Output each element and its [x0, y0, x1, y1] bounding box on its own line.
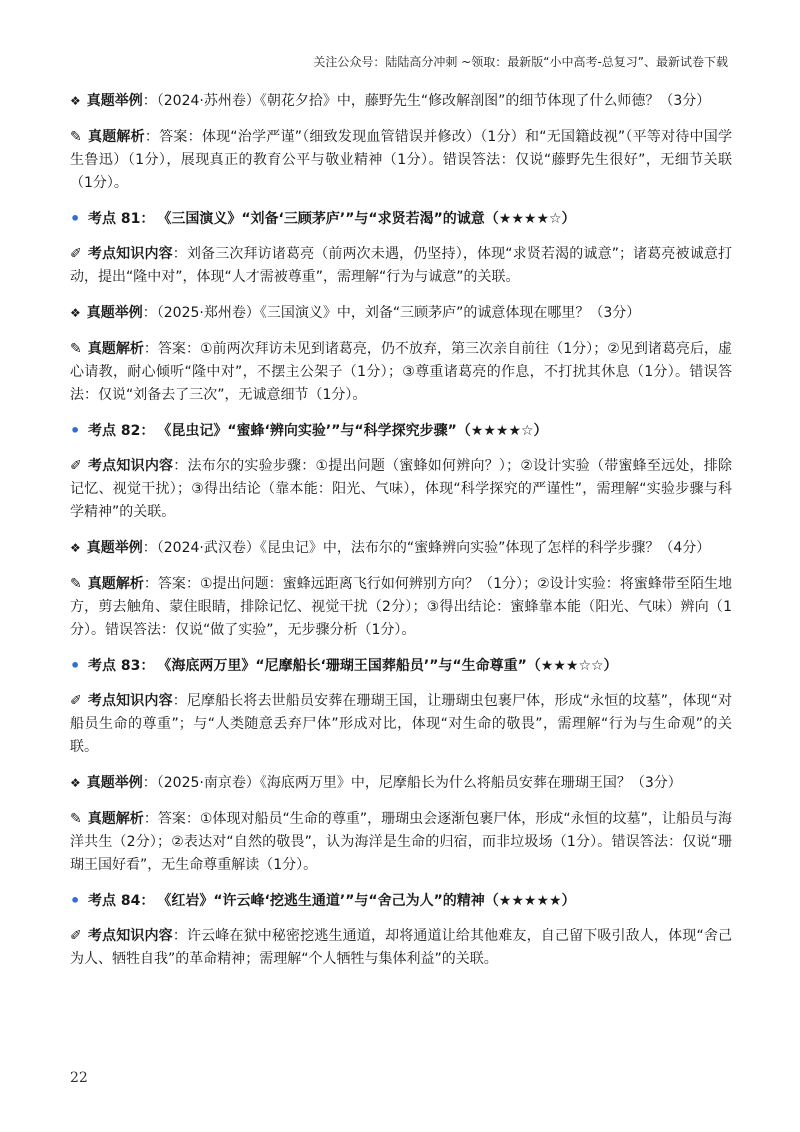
knowledge-text: ：刘备三次拜访诸葛亮（前两次未遇，仍坚持），体现“求贤若渴的诚意”；诸葛亮被诚意打动，提出“隆中对”，体现“人才需被尊重”，需理解“行为与诚意”的关联。 [70, 246, 732, 285]
knowledge-paragraph [70, 690, 732, 759]
section-heading-82 [70, 420, 732, 442]
analysis-label: 真题解析 [87, 811, 144, 827]
example-label: 真题举例 [86, 93, 143, 109]
example-text: ：（2024·武汉卷）《昆虫记》中，法布尔的“蜜蜂辨向实验”体现了怎样的科学步骤？（4分） [142, 540, 711, 556]
analysis-label: 真题解析 [87, 129, 145, 145]
pencil-icon: ✎ [70, 341, 82, 357]
example-paragraph [70, 772, 732, 795]
analysis-text: ：答案：①提出问题：蜜蜂远距离飞行如何辨别方向？（1分）；②设计实验：将蜜蜂带至陌生地方，剪去触角、蒙住眼睛，排除记忆、视觉干扰（2分）；③得出结论：蜜蜂靠本能（阳光、气味）辨向（1分）。错误答法：仅说“做了实验”，无步骤分析（1分）。 [70, 576, 732, 638]
example-text: ：（2025·南京卷）《海底两万里》中，尼摩船长为什么将船员安葬在珊瑚王国？（3分） [142, 775, 682, 791]
bullet-icon: • [70, 421, 81, 440]
page-header: 关注公众号：陆陆高分冲刺 ~领取：最新版“小中高考-总复习”、最新试卷下载 [313, 55, 728, 69]
example-label: 真题举例 [86, 305, 143, 321]
heading-number: 考点 83： [88, 658, 155, 674]
analysis-text: ：答案：①前两次拜访未见到诸葛亮，仍不放弃，第三次亲自前往（1分）；②见到诸葛亮后，虚心请教，耐心倾听“隆中对”，不摆主公架子（1分）；③尊重诸葛亮的作息，不打扰其休息（1分）。错误答法：仅说“刘备去了三次”，无诚意细节（1分）。 [70, 341, 732, 403]
heading-title: 《海底两万里》“尼摩船长‘珊瑚王国葬船员’”与“生命尊重”（★★★☆☆） [164, 658, 618, 674]
example-label: 真题举例 [86, 775, 143, 791]
pencil-alt-icon: ✐ [70, 246, 82, 262]
knowledge-text: ：许云峰在狱中秘密挖逃生通道，却将通道让给其他难友，自己留下吸引敌人，体现“舍己为人、牺牲自我”的革命精神；需理解“个人牺牲与集体利益”的关联。 [70, 928, 732, 967]
diamond-icon: ❖ [70, 94, 81, 108]
heading-number: 考点 81： [88, 211, 155, 227]
example-paragraph [70, 90, 732, 113]
section-heading-81 [70, 208, 732, 230]
knowledge-text: ：法布尔的实验步骤：①提出问题（蜜蜂如何辨向？）；②设计实验（带蜜蜂至远处，排除记忆、视觉干扰）；③得出结论（靠本能：阳光、气味），体现“科学探究的严谨性”，需理解“实验步骤与科学精神”的关联。 [70, 458, 732, 520]
diamond-icon: ❖ [70, 306, 81, 320]
analysis-paragraph [70, 338, 732, 407]
diamond-icon: ❖ [70, 541, 81, 555]
pencil-icon: ✎ [70, 576, 82, 592]
knowledge-label: 考点知识内容 [87, 693, 173, 709]
analysis-text: ：答案：体现“治学严谨”（细致发现血管错误并修改）（1分）和“无国籍歧视”（平等对待中国学生鲁迅）（1分），展现真正的教育公平与敬业精神（1分）。错误答法：仅说“藤野先生很好”，无细节关联（1分）。 [70, 129, 733, 191]
example-paragraph [70, 302, 732, 325]
heading-number: 考点 84： [88, 893, 155, 909]
page-number: 22 [70, 1070, 88, 1086]
section-heading-84 [70, 890, 732, 912]
knowledge-paragraph [70, 925, 732, 971]
bullet-icon: • [70, 656, 81, 675]
example-text: ：（2025·郑州卷）《三国演义》中，刘备“三顾茅庐”的诚意体现在哪里？（3分） [142, 305, 641, 321]
example-paragraph [70, 537, 732, 560]
knowledge-paragraph [70, 455, 732, 524]
analysis-paragraph [70, 573, 732, 642]
analysis-label: 真题解析 [87, 341, 144, 357]
analysis-paragraph [70, 808, 732, 877]
pencil-alt-icon: ✐ [70, 928, 82, 944]
bullet-icon: • [70, 209, 81, 228]
diamond-icon: ❖ [70, 776, 81, 790]
section-heading-83 [70, 655, 732, 677]
knowledge-label: 考点知识内容 [87, 458, 174, 474]
example-label: 真题举例 [86, 540, 143, 556]
knowledge-label: 考点知识内容 [87, 928, 173, 944]
heading-title: 《三国演义》“刘备‘三顾茅庐’”与“求贤若渴”的诚意（★★★★☆） [164, 211, 576, 227]
knowledge-label: 考点知识内容 [87, 246, 173, 262]
heading-title: 《昆虫记》“蜜蜂‘辨向实验’”与“科学探究步骤”（★★★★☆） [164, 423, 548, 439]
knowledge-paragraph [70, 243, 732, 289]
pencil-alt-icon: ✐ [70, 458, 82, 474]
analysis-paragraph [70, 126, 732, 195]
heading-title: 《红岩》“许云峰‘挖逃生通道’”与“舍己为人”的精神（★★★★★） [164, 893, 576, 909]
page-content [70, 90, 732, 984]
bullet-icon: • [70, 891, 81, 910]
knowledge-text: ：尼摩船长将去世船员安葬在珊瑚王国，让珊瑚虫包裹尸体，形成“永恒的坟墓”，体现“对船员生命的尊重”；与“人类随意丢弃尸体”形成对比，体现“对生命的敬畏”，需理解“行为与生命观”的关联。 [70, 693, 732, 755]
heading-number: 考点 82： [88, 423, 155, 439]
analysis-text: ：答案：①体现对船员“生命的尊重”，珊瑚虫会逐渐包裹尸体，形成“永恒的坟墓”，让船员与海洋共生（2分）；②表达对“自然的敬畏”，认为海洋是生命的归宿，而非垃圾场（1分）。错误答法：仅说“珊瑚王国好看”，无生命尊重解读（1分）。 [70, 811, 733, 873]
pencil-alt-icon: ✐ [70, 693, 82, 709]
example-text: ：（2024·苏州卷）《朝花夕拾》中，藤野先生“修改解剖图”的细节体现了什么师德？（3分） [142, 93, 711, 109]
pencil-icon: ✎ [70, 129, 82, 145]
pencil-icon: ✎ [70, 811, 82, 827]
analysis-label: 真题解析 [87, 576, 144, 592]
